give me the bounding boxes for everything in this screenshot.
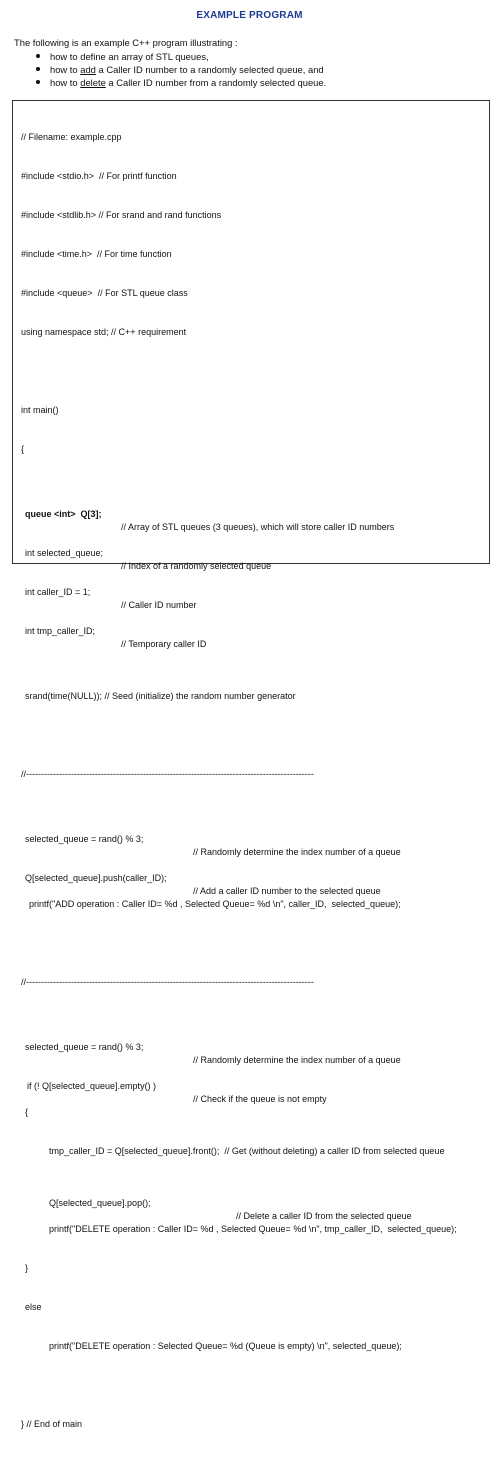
code-line: } // End of main [21,1419,83,1429]
code-comment: // Array of STL queues (3 queues), which will store caller ID numbers [121,522,395,532]
code-text: int caller_ID = 1; [25,587,91,597]
bullet-icon [36,67,40,71]
code-line: printf("DELETE operation : Selected Queue= %d (Queue is empty) \n", selected_queue); [49,1341,402,1351]
code-line: srand(time(NULL)); // Seed (initialize) the random number generator [25,691,296,701]
code-line: } [25,1263,29,1273]
code-comment: // Randomly determine the index number of a queue [193,1055,401,1065]
bullet-text: how to [50,64,81,75]
code-comment: // Randomly determine the index number of a queue [193,847,401,857]
code-separator: //------------------------------------------------------------------------------------------------ [21,977,314,987]
page-title: EXAMPLE PROGRAM [196,10,303,21]
code-line: printf("DELETE operation : Caller ID= %d , Selected Queue= %d \n", tmp_caller_ID, selected_queue); [49,1224,457,1234]
bullet-text: how to define an array of STL queues, [50,51,209,62]
code-separator: //------------------------------------------------------------------------------------------------ [21,769,314,779]
code-text: queue <int> Q[3]; [25,509,102,519]
code-listing [21,105,485,1457]
code-line [21,495,485,532]
bullet-icon [36,80,40,84]
code-line: else [25,1302,42,1312]
bullet-text: how to [50,77,81,88]
code-line [21,573,485,610]
code-text: selected_queue = rand() % 3; [25,1042,144,1052]
code-line [21,612,485,649]
code-line: #include <stdio.h> // For printf function [21,171,177,181]
bullet-item [36,50,326,63]
code-text: Q[selected_queue].push(caller_ID); [25,873,167,883]
code-comment: // Caller ID number [121,600,197,610]
code-comment: // Delete a caller ID from the selected queue [236,1211,412,1221]
bullet-underlined-word: delete [80,77,106,88]
bullet-underlined-word: add [80,64,96,75]
bullet-text: a Caller ID number from a randomly selected queue. [105,77,327,88]
code-comment: // Index of a randomly selected queue [121,561,272,571]
bullet-text: a Caller ID number to a randomly selected queue, and [95,64,324,75]
code-line: #include <stdlib.h> // For srand and rand functions [21,210,222,220]
code-line: { [25,1107,29,1117]
code-text: int selected_queue; [25,548,104,558]
code-line: { [21,444,25,454]
intro-text: The following is an example C++ program illustrating : [14,37,238,48]
code-line [21,820,485,857]
code-line: // Filename: example.cpp [21,132,122,142]
code-comment: // Add a caller ID number to the selected queue [193,886,381,896]
code-line [21,859,485,896]
code-comment: // Check if the queue is not empty [193,1094,327,1104]
code-line: using namespace std; // C++ requirement [21,327,187,337]
code-line: tmp_caller_ID = Q[selected_queue].front(); // Get (without deleting) a caller ID from selected queue [49,1146,445,1156]
code-text: int tmp_caller_ID; [25,626,96,636]
code-text: Q[selected_queue].pop(); [49,1198,151,1208]
code-comment: // Temporary caller ID [121,639,207,649]
code-line: int main() [21,405,59,415]
bullet-icon [36,54,40,58]
code-line [21,534,485,571]
code-text: selected_queue = rand() % 3; [25,834,144,844]
code-line [21,1184,485,1221]
code-line [21,1028,485,1065]
code-line: #include <queue> // For STL queue class [21,288,188,298]
code-text: if (! Q[selected_queue].empty() ) [27,1081,157,1091]
code-line [21,1067,485,1104]
code-line: #include <time.h> // For time function [21,249,172,259]
code-line: printf("ADD operation : Caller ID= %d , Selected Queue= %d \n", caller_ID, selected_queue); [29,899,401,909]
bullet-item [36,63,326,76]
code-box [12,100,490,1429]
bullet-item [36,76,326,89]
bullet-list [36,50,326,89]
